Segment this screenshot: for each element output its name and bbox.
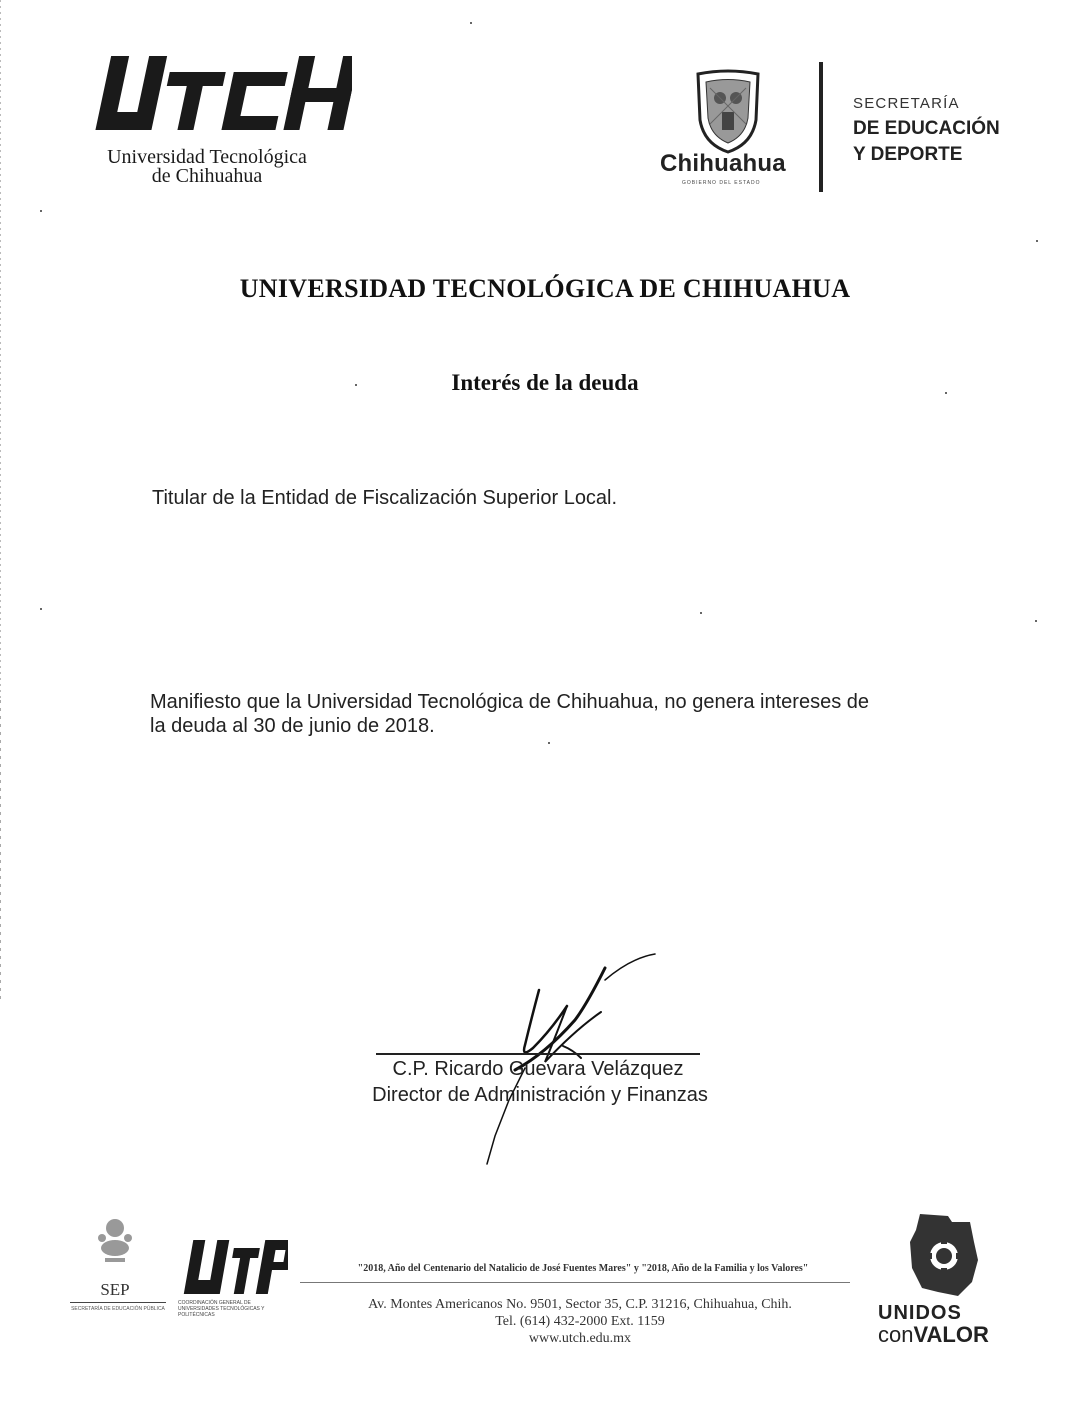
scan-speck — [470, 22, 472, 24]
utch-name-line1: Universidad Tecnológica — [107, 146, 307, 168]
scan-speck — [700, 612, 702, 614]
footer-rule — [300, 1282, 850, 1283]
footer-motto: "2018, Año del Centenario del Natalicio de José Fuentes Mares" y "2018, Año de la Familia y los Valores" — [357, 1263, 809, 1274]
utp-logo-text: UTP — [180, 1236, 182, 1237]
unidos-valor: VALOR — [913, 1322, 989, 1347]
body-line1: Manifiesto que la Universidad Tecnológica de Chihuahua, no genera intereses de — [150, 691, 869, 713]
unidos-line2 — [878, 1322, 989, 1348]
addressee: Titular de la Entidad de Fiscalización Superior Local. — [152, 487, 618, 509]
utp-logo — [180, 1236, 288, 1296]
signatory-role: Director de Administración y Finanzas — [372, 1084, 708, 1106]
document-title: UNIVERSIDAD TECNOLÓGICA DE CHIHUAHUA — [239, 274, 851, 303]
footer-phone: Tel. (614) 432-2000 Ext. 1159 — [495, 1314, 665, 1329]
chihuahua-sub: GOBIERNO DEL ESTADO — [682, 180, 761, 186]
sep-emblem-icon — [90, 1210, 140, 1270]
utch-logo-text: UTCH — [82, 52, 85, 53]
secretaria-line2: DE EDUCACIÓN — [853, 118, 1000, 139]
scan-edge-left — [0, 0, 1, 700]
secretaria-line3: Y DEPORTE — [853, 144, 963, 165]
unidos-line1: UNIDOS — [878, 1302, 962, 1324]
chihuahua-wordmark: Chihuahua — [660, 150, 786, 177]
scan-speck — [1035, 620, 1037, 622]
utch-name — [82, 148, 332, 186]
signature-line — [376, 1053, 700, 1055]
unidos-con: con — [878, 1322, 914, 1347]
utch-name-line2: de Chihuahua — [151, 165, 263, 187]
footer-website: www.utch.edu.mx — [528, 1331, 632, 1346]
sep-label: SEP — [100, 1280, 130, 1299]
header-divider — [819, 62, 823, 192]
secretaria-line1: SECRETARÍA — [853, 95, 960, 112]
signatory-name: C.P. Ricardo Guevara Velázquez — [392, 1058, 684, 1080]
body-paragraph — [150, 690, 940, 738]
scan-edge-right — [0, 700, 1, 1000]
chihuahua-crest-icon — [690, 68, 766, 156]
body-line2: la deuda al 30 de junio de 2018. — [150, 715, 435, 737]
sep-divider — [70, 1302, 166, 1303]
scan-speck — [40, 210, 42, 212]
utp-subtitle: COORDINACIÓN GENERAL DE UNIVERSIDADES TECNOLÓGICAS Y POLITÉCNICAS — [178, 1300, 265, 1318]
utch-logo — [82, 52, 352, 138]
scan-speck — [40, 608, 42, 610]
footer-address: Av. Montes Americanos No. 9501, Sector 35, C.P. 31216, Chihuahua, Chih. — [368, 1297, 792, 1312]
scan-speck — [1036, 240, 1038, 242]
chihuahua-state-map-icon — [908, 1212, 980, 1298]
scan-speck — [548, 742, 550, 744]
document-subtitle: Interés de la deuda — [451, 370, 639, 395]
sep-subtitle: SECRETARÍA DE EDUCACIÓN PÚBLICA — [71, 1306, 165, 1312]
